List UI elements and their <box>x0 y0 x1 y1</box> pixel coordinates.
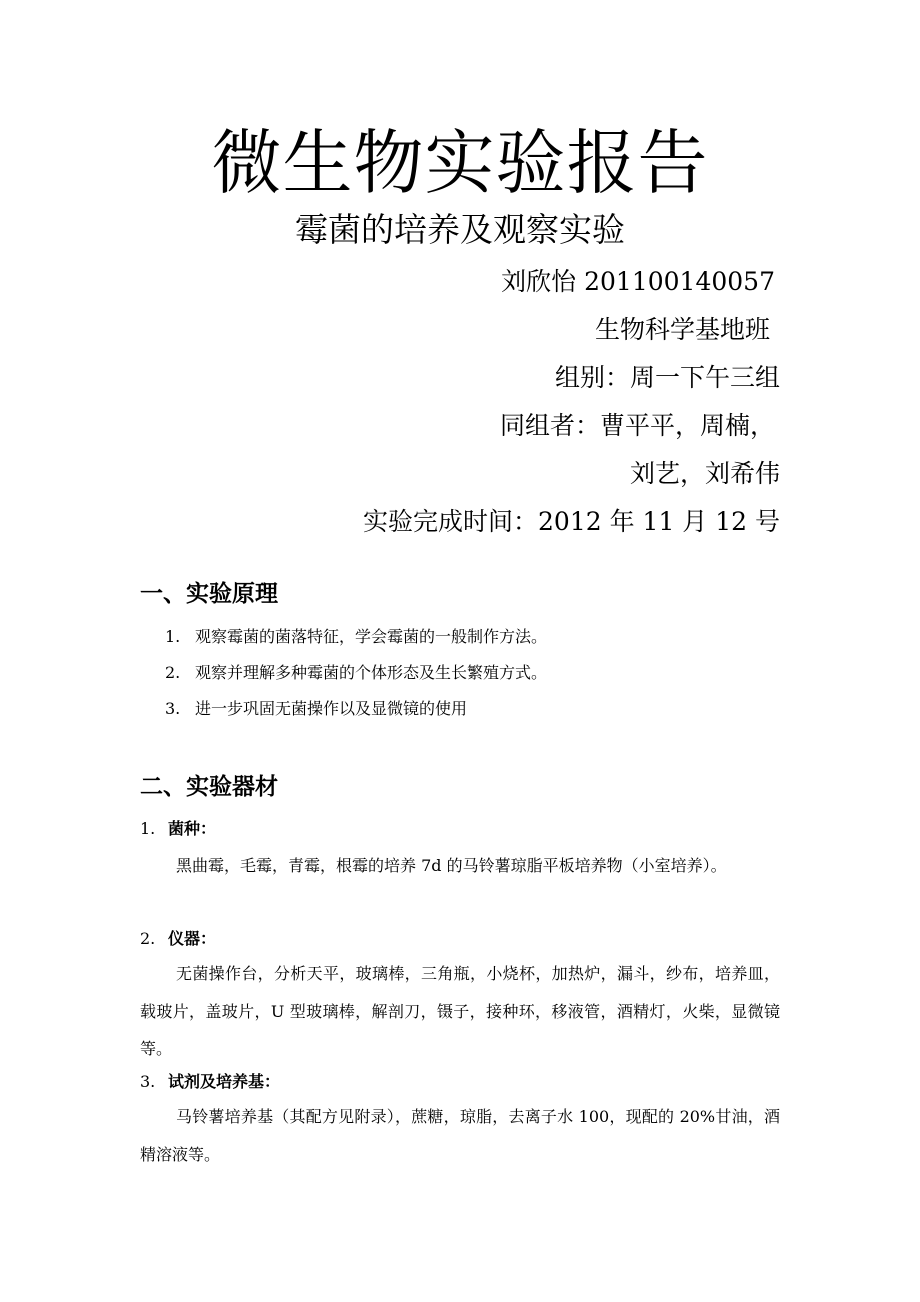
list-item <box>165 698 467 720</box>
subsection-number: 2. <box>140 929 156 948</box>
group-line: 组别：周一下午三组 <box>554 363 780 392</box>
class-line: 生物科学基地班 <box>594 315 770 344</box>
subsection-body-instruments: 无菌操作台，分析天平，玻璃棒，三角瓶，小烧杯，加热炉，漏斗，纱布，培养皿，载玻片，盖玻片，U 型玻璃棒，解剖刀，镊子，接种环，移液管，酒精灯，火柴，显微镜等。 <box>140 964 780 1058</box>
list-item-text: 进一步巩固无菌操作以及显微镜的使用 <box>195 699 468 718</box>
subsection-title: 菌种： <box>168 819 217 838</box>
subsection-title: 仪器： <box>168 929 217 948</box>
date-line: 实验完成时间：2012 年 11 月 12 号 <box>363 507 780 536</box>
list-item-number: 3. <box>165 699 181 718</box>
section-heading-materials: 二、实验器材 <box>140 774 278 800</box>
report-subtitle: 霉菌的培养及观察实验 <box>295 210 625 249</box>
subsection-title: 试剂及培养基： <box>168 1072 281 1091</box>
subsection-heading-reagents <box>140 1071 280 1093</box>
list-item-number: 2. <box>165 663 181 682</box>
members-line-2: 刘艺，刘希伟 <box>629 459 780 488</box>
list-item-text: 观察霉菌的菌落特征，学会霉菌的一般制作方法。 <box>195 627 548 646</box>
subsection-heading-instruments <box>140 928 216 950</box>
subsection-body-strains: 黑曲霉，毛霉，青霉，根霉的培养 7d 的马铃薯琼脂平板培养物（小室培养）。 <box>176 856 727 875</box>
list-item <box>165 626 547 648</box>
subsection-body-reagents: 马铃薯培养基（其配方见附录），蔗糖，琼脂，去离子水 100，现配的 20%甘油，酒精溶液等。 <box>140 1107 780 1164</box>
list-item <box>165 662 547 684</box>
report-title: 微生物实验报告 <box>211 122 709 204</box>
subsection-number: 1. <box>140 819 156 838</box>
list-item-text: 观察并理解多种霉菌的个体形态及生长繁殖方式。 <box>195 663 548 682</box>
members-line-1: 同组者：曹平平，周楠， <box>499 411 775 440</box>
section-heading-principle: 一、实验原理 <box>140 581 278 607</box>
subsection-number: 3. <box>140 1072 156 1091</box>
subsection-heading-strains <box>140 818 216 840</box>
list-item-number: 1. <box>165 627 181 646</box>
author-line: 刘欣怡 201100140057 <box>501 267 775 296</box>
